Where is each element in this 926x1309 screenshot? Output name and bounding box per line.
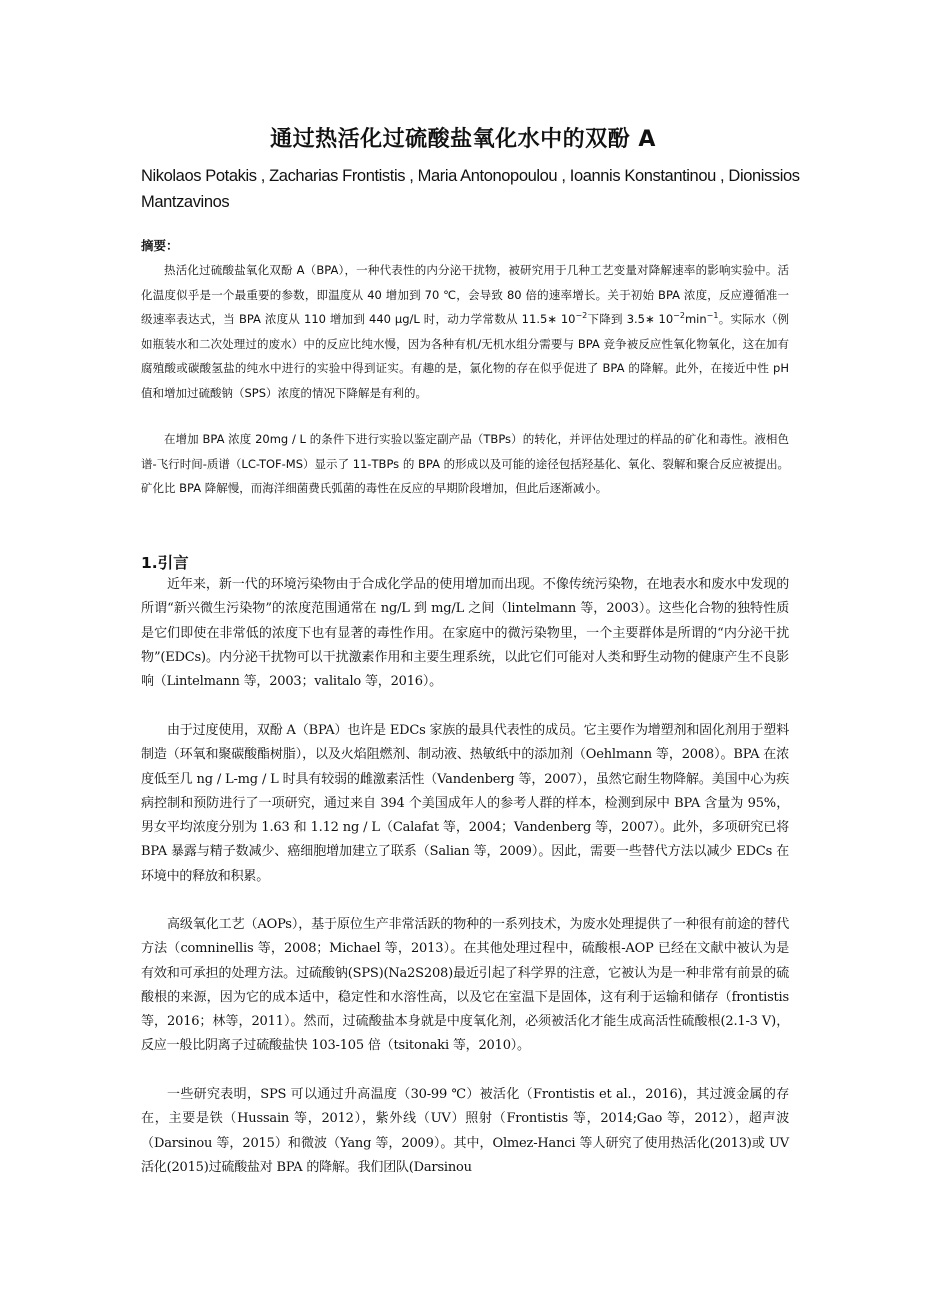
paper-title: 通过热活化过硫酸盐氧化水中的双酚 A (270, 127, 656, 152)
superscript: −2 (575, 311, 588, 321)
abstract-text: 。实际水（例如瓶装水和二次处理过的废水）中的反应比纯水慢，因为各种有机/无机水组分需要与 BPA 竞争被反应性氧化物氧化，这在加有腐殖酸或碳酸氢盐的纯水中进行的实验中得到证实。有趣的是，氯化物的存在似乎促进了 BPA 的降解。此外，在接近中性 pH 值和增加过硫酸钠（SPS）浓度的情况下降解是有利的。 (141, 312, 789, 400)
abstract-label: 摘要： (141, 238, 179, 253)
body-paragraph: 一些研究表明，SPS 可以通过升高温度（30-99 ℃）被活化（Frontistis et al.，2016)，其过渡金属的存在，主要是铁（Hussain 等，2012），紫外线（UV）照射（Frontistis 等，2014;Gao 等，2012），超声波（Darsinou 等，2015）和微波（Yang 等，2009）。其中，Olmez-Hanci 等人研究了使用热活化(2013)或 UV 活化(2015)过硫酸盐对 BPA 的降解。我们团队(Darsinou (141, 1087, 789, 1175)
superscript: −2 (673, 311, 685, 321)
abstract-text: 热活化过硫酸盐氧化双酚 A（BPA），一种代表性的内分泌干扰物，被研究用于几种工艺变量对降解速率的影响实验中。活化温度似乎是一个最重要的参数，即温度从 40 增加到 70 ℃，会导致 80 倍的速率增长。关于初始 BPA 浓度，反应遵循准一级速率表达式，当 BPA 浓度从 110 增加到 440 μg/L 时，动力学常数从 11.5∗ 10 (141, 263, 789, 326)
abstract-text: min (684, 312, 707, 326)
body-paragraph: 近年来，新一代的环境污染物由于合成化学品的使用增加而出现。不像传统污染物，在地表水和废水中发现的所谓“新兴微生污染物”的浓度范围通常在 ng/L 到 mg/L 之间（lintelmann 等，2003）。这些化合物的独特性质是它们即使在非常低的浓度下也有显著的毒性作用。在家庭中的微污染物里，一个主要群体是所谓的“内分泌干扰物”(EDCs)。内分泌干扰物可以干扰激素作用和主要生理系统，以此它们可能对人类和野生动物的健康产生不良影响（Lintelmann 等，2003；valitalo 等，2016）。 (141, 577, 789, 690)
section-heading-introduction: 1.引言 (141, 554, 189, 572)
abstract-text: 下降到 3.5∗ 10 (587, 312, 674, 326)
abstract-paragraph-1 (141, 258, 789, 405)
abstract-paragraph-2: 在增加 BPA 浓度 20mg / L 的条件下进行实验以鉴定副产品（TBPs）的转化，并评估处理过的样品的矿化和毒性。液相色谱-飞行时间-质谱（LC-TOF-MS）显示了 11-TBPs 的 BPA 的形成以及可能的途径包括羟基化、氧化、裂解和聚合反应被提出。矿化比 BPA 降解慢，而海洋细菌费氏弧菌的毒性在反应的早期阶段增加，但此后逐渐减小。 (141, 432, 789, 495)
body-paragraph: 由于过度使用，双酚 A（BPA）也许是 EDCs 家族的最具代表性的成员。它主要作为增塑剂和固化剂用于塑料制造（环氧和聚碳酸酯树脂），以及火焰阻燃剂、制动液、热敏纸中的添加剂（Oehlmann 等，2008）。BPA 在浓度低至几 ng / L-mg / L 时具有较弱的雌激素活性（Vandenberg 等，2007），虽然它耐生物降解。美国中心为疾病控制和预防进行了一项研究，通过来自 394 个美国成年人的参考人群的样本，检测到尿中 BPA 含量为 95%，男女平均浓度分别为 1.63 和 1.12 ng / L（Calafat 等，2004；Vandenberg 等，2007）。此外，多项研究已将 BPA 暴露与精子数减少、癌细胞增加建立了联系（Salian 等，2009）。因此，需要一些替代方法以减少 EDCs 在环境中的释放和积累。 (141, 723, 789, 884)
superscript: −1 (706, 311, 719, 321)
body-paragraph: 高级氧化工艺（AOPs），基于原位生产非常活跃的物种的一系列技术，为废水处理提供了一种很有前途的替代方法（comninellis 等，2008；Michael 等，2013）。在其他处理过程中，硫酸根-AOP 已经在文献中被认为是有效和可承担的处理方法。过硫酸钠(SPS)(Na2S208)最近引起了科学界的注意，它被认为是一种非常有前景的硫酸根的来源，因为它的成本适中，稳定性和水溶性高，以及它在室温下是固体，这有利于运输和储存（frontistis 等，2016；林等，2011）。然而，过硫酸盐本身就是中度氧化剂，必须被活化才能生成高活性硫酸根(2.1-3 V)，反应一般比阴离子过硫酸盐快 103-105 倍（tsitonaki 等，2010）。 (141, 917, 789, 1054)
author-list: Nikolaos Potakis , Zacharias Frontistis , Maria Antonopoulou , Ioannis Konstantinou , Dionissios Mantzavinos (141, 167, 800, 211)
